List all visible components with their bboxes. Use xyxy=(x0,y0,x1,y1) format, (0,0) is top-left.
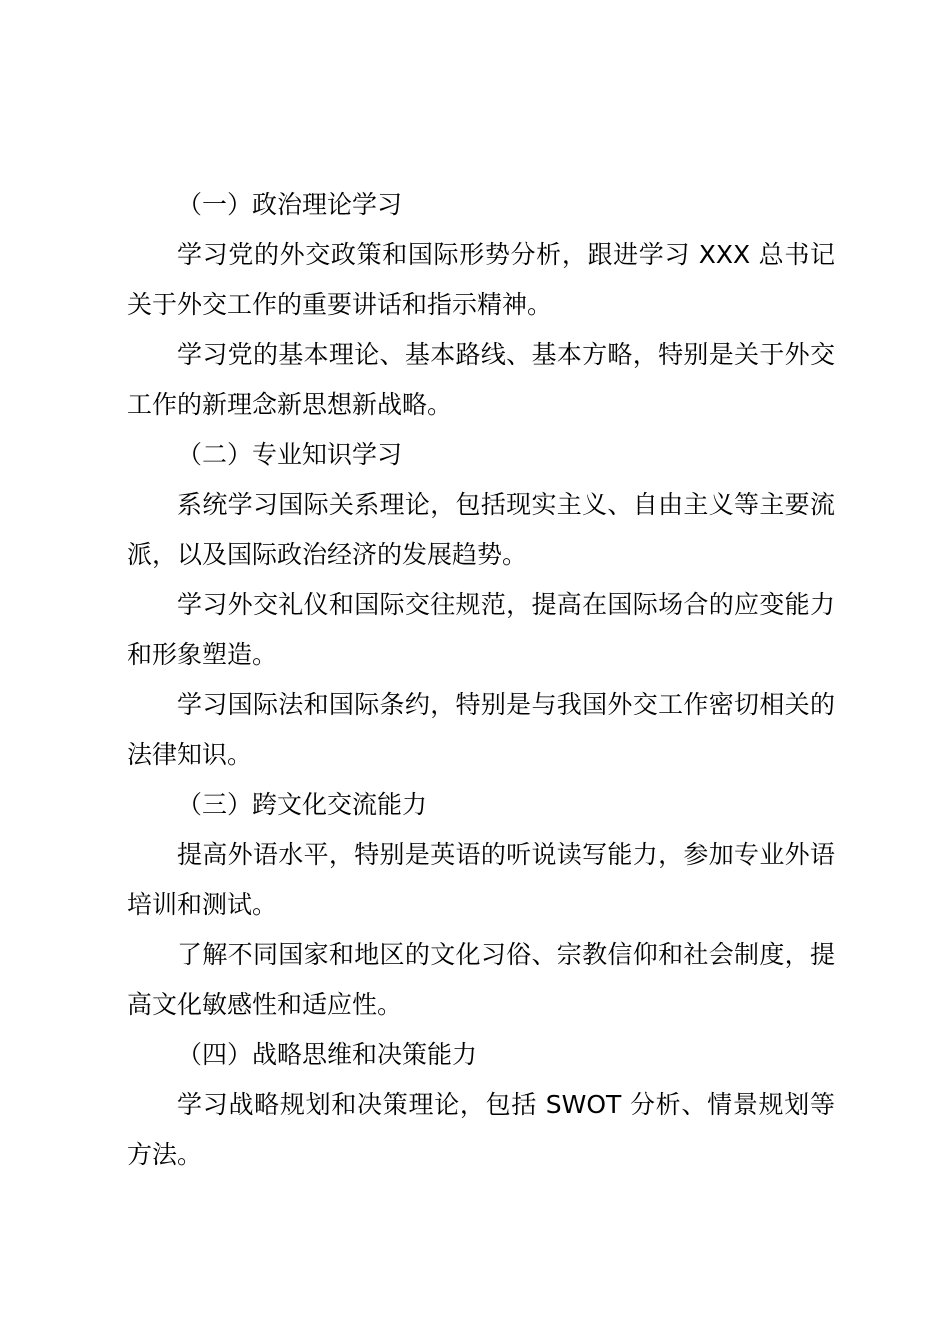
paragraph: 提高外语水平，特别是英语的听说读写能力，参加专业外语培训和测试。 xyxy=(127,840,835,919)
paragraph: 学习党的基本理论、基本路线、基本方略，特别是关于外交工作的新理念新思想新战略。 xyxy=(127,340,835,419)
paragraph: 学习外交礼仪和国际交往规范，提高在国际场合的应变能力和形象塑造。 xyxy=(127,590,835,669)
document-body xyxy=(127,180,835,1180)
section-heading: （三）跨文化交流能力 xyxy=(177,790,428,819)
paragraph: 学习党的外交政策和国际形势分析，跟进学习 XXX 总书记关于外交工作的重要讲话和指示精神。 xyxy=(127,240,835,319)
section-heading: （四）战略思维和决策能力 xyxy=(177,1040,478,1069)
section-heading: （二）专业知识学习 xyxy=(177,440,403,469)
paragraph: 学习战略规划和决策理论，包括 SWOT 分析、情景规划等方法。 xyxy=(127,1090,835,1169)
section-heading: （一）政治理论学习 xyxy=(177,190,403,219)
paragraph: 系统学习国际关系理论，包括现实主义、自由主义等主要流派，以及国际政治经济的发展趋势。 xyxy=(127,490,835,569)
paragraph: 了解不同国家和地区的文化习俗、宗教信仰和社会制度，提高文化敏感性和适应性。 xyxy=(127,940,835,1019)
paragraph: 学习国际法和国际条约，特别是与我国外交工作密切相关的法律知识。 xyxy=(127,690,835,769)
